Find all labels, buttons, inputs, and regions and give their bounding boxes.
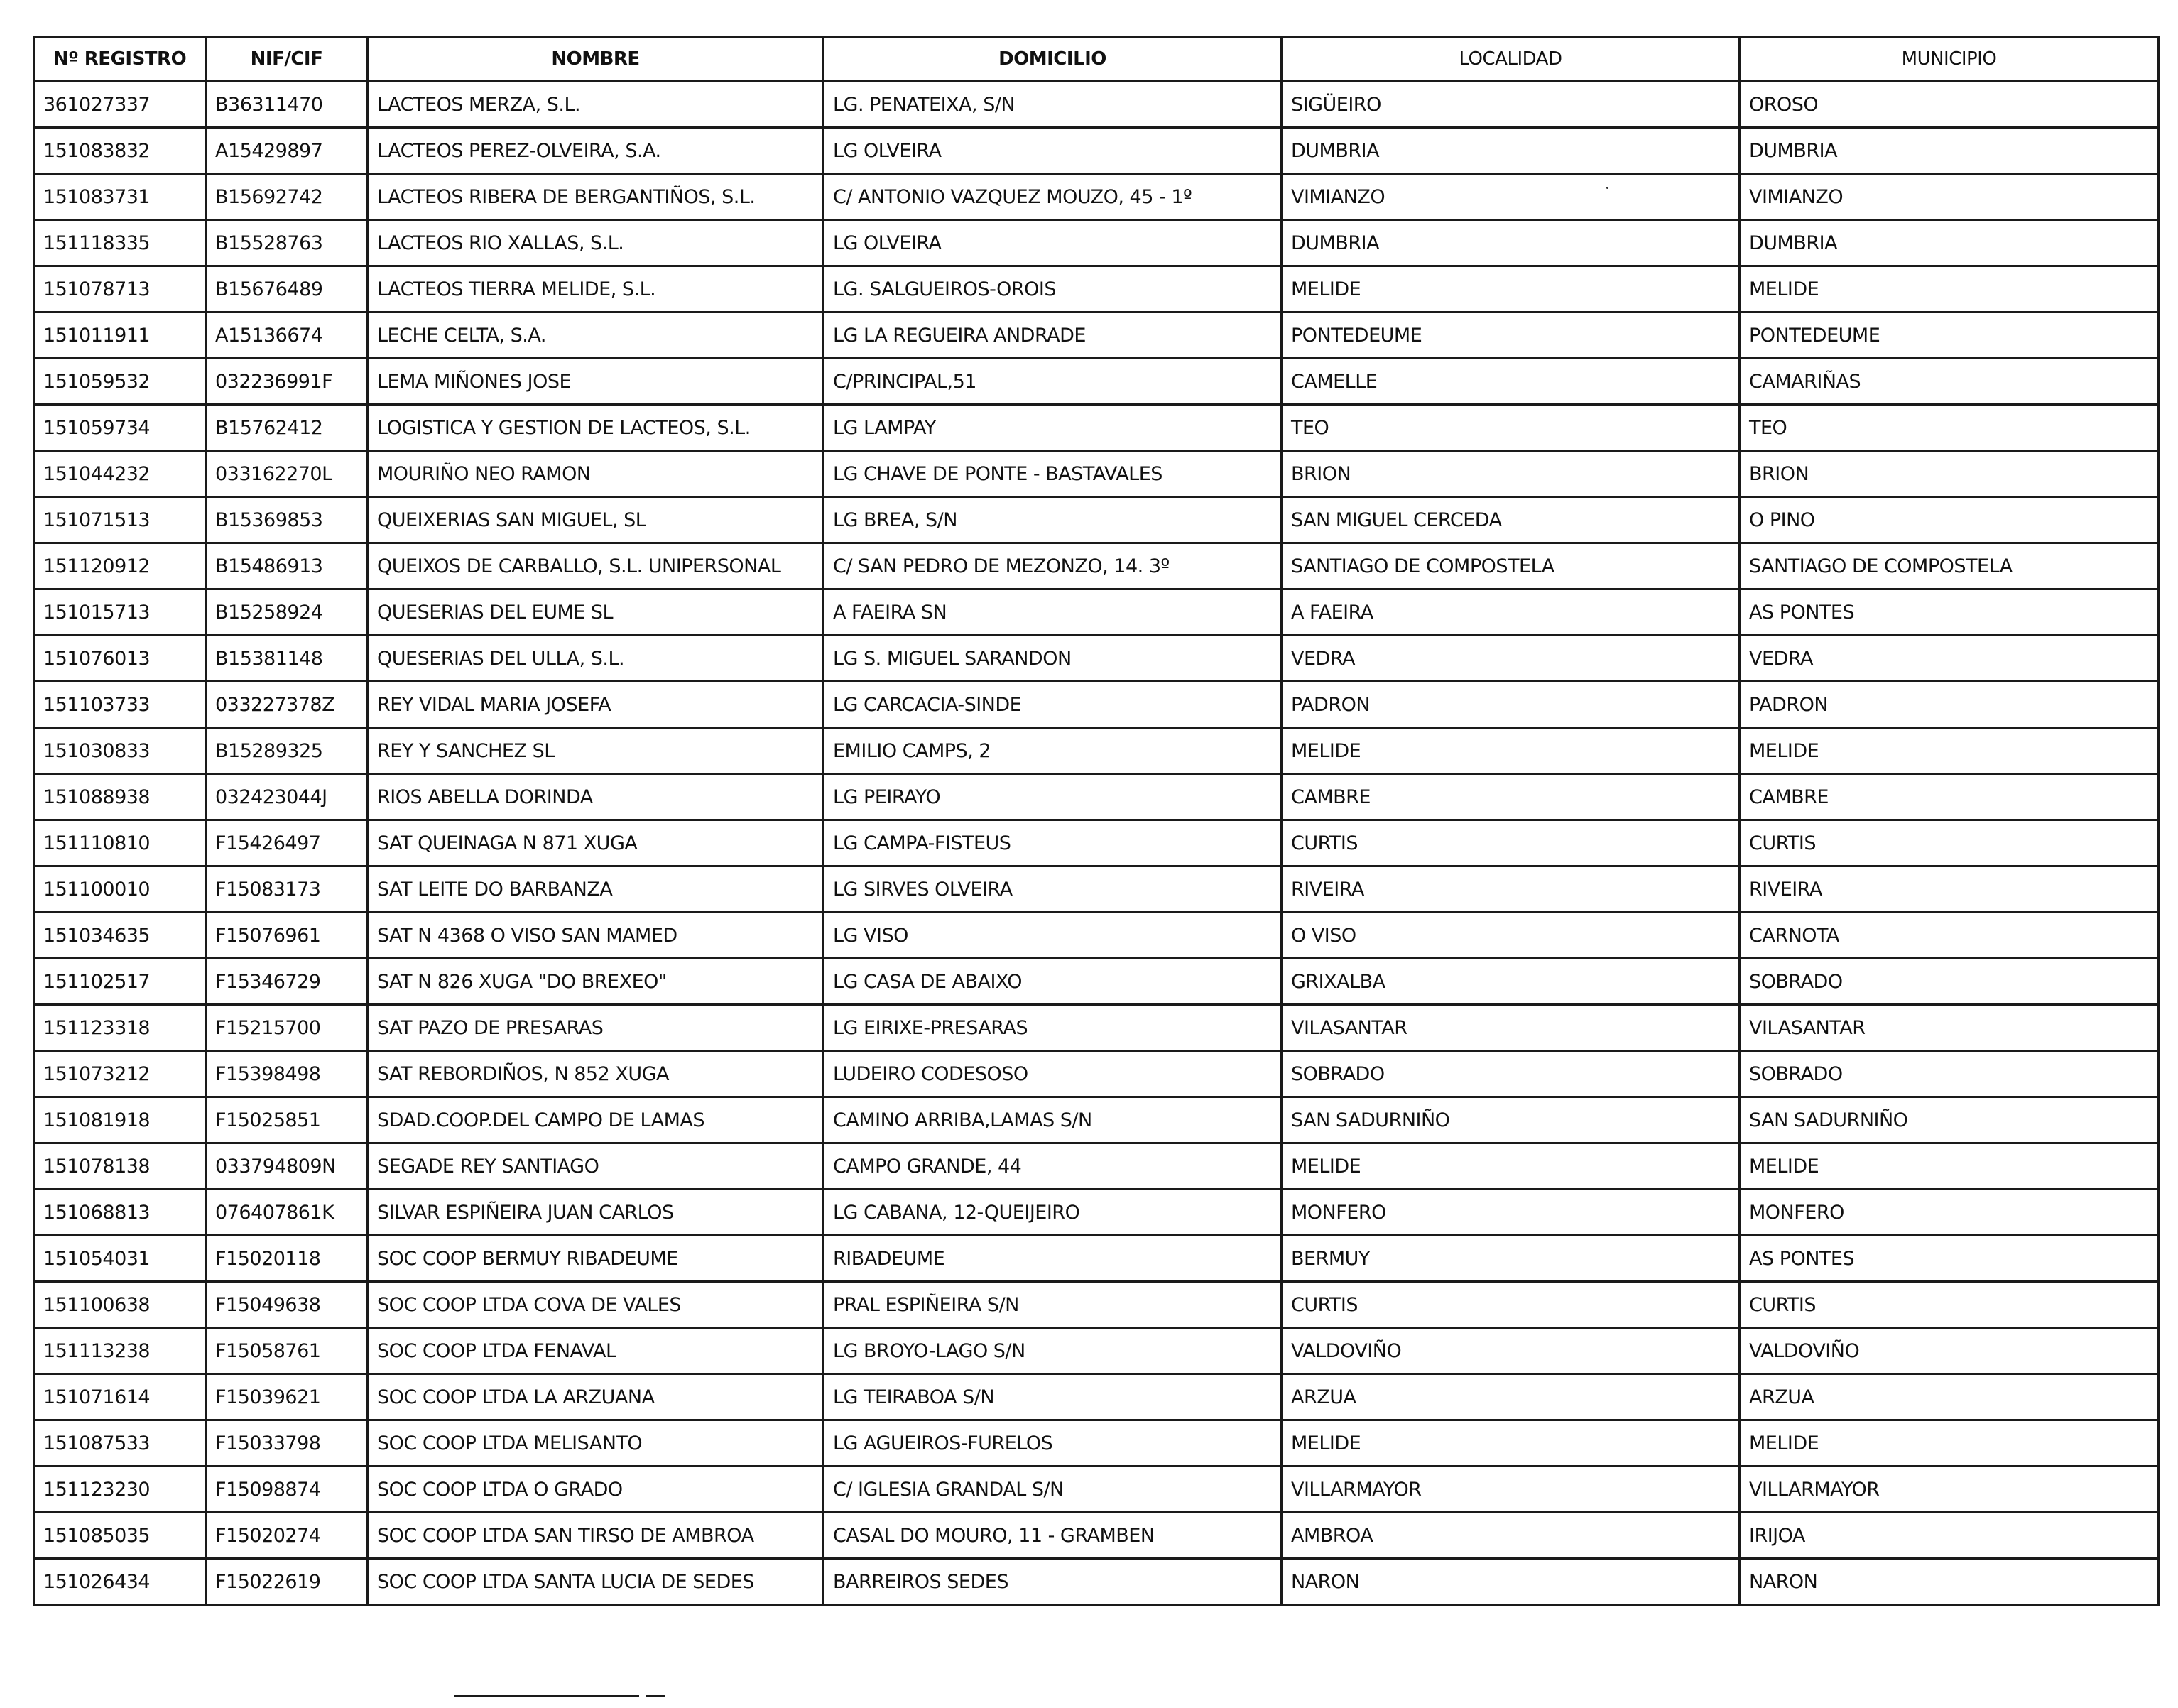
cell-localidad: DUMBRIA xyxy=(1282,220,1740,266)
cell-domicilio: LG OLVEIRA xyxy=(824,220,1282,266)
cell-nombre: LACTEOS TIERRA MELIDE, S.L. xyxy=(368,266,824,312)
cell-nombre: RIOS ABELLA DORINDA xyxy=(368,774,824,820)
cell-registro: 361027337 xyxy=(34,82,206,128)
table-row xyxy=(34,266,2159,312)
cell-nombre: QUEIXERIAS SAN MIGUEL, SL xyxy=(368,497,824,543)
cell-nombre: SAT N 4368 O VISO SAN MAMED xyxy=(368,913,824,959)
cell-nif: F15058761 xyxy=(206,1328,368,1374)
cell-registro: 151102517 xyxy=(34,959,206,1005)
cell-municipio: PONTEDEUME xyxy=(1740,312,2159,359)
cell-municipio: MONFERO xyxy=(1740,1190,2159,1236)
registry-table xyxy=(33,36,2160,1606)
cell-localidad: AMBROA xyxy=(1282,1513,1740,1559)
cell-registro: 151015713 xyxy=(34,589,206,636)
header-nif: NIF/CIF xyxy=(206,37,368,82)
table-row xyxy=(34,359,2159,405)
cell-nif: F15022619 xyxy=(206,1559,368,1605)
cell-nombre: LACTEOS RIBERA DE BERGANTIÑOS, S.L. xyxy=(368,174,824,220)
cell-localidad: CURTIS xyxy=(1282,1282,1740,1328)
cell-nombre: LACTEOS PEREZ-OLVEIRA, S.A. xyxy=(368,128,824,174)
header-municipio: MUNICIPIO xyxy=(1740,37,2159,82)
cell-domicilio: LG CHAVE DE PONTE - BASTAVALES xyxy=(824,451,1282,497)
cell-registro: 151078713 xyxy=(34,266,206,312)
cell-nombre: LACTEOS MERZA, S.L. xyxy=(368,82,824,128)
cell-nombre: SOC COOP BERMUY RIBADEUME xyxy=(368,1236,824,1282)
cell-localidad: RIVEIRA xyxy=(1282,866,1740,913)
table-row xyxy=(34,1143,2159,1190)
cell-localidad: DUMBRIA xyxy=(1282,128,1740,174)
cell-localidad: VILLARMAYOR xyxy=(1282,1467,1740,1513)
cell-registro: 151081918 xyxy=(34,1097,206,1143)
cell-nombre: REY Y SANCHEZ SL xyxy=(368,728,824,774)
cell-municipio: CURTIS xyxy=(1740,1282,2159,1328)
cell-municipio: MELIDE xyxy=(1740,1143,2159,1190)
table-row xyxy=(34,128,2159,174)
cell-localidad: SANTIAGO DE COMPOSTELA xyxy=(1282,543,1740,589)
cell-localidad: VILASANTAR xyxy=(1282,1005,1740,1051)
cell-nombre: LACTEOS RIO XALLAS, S.L. xyxy=(368,220,824,266)
cell-nif: B36311470 xyxy=(206,82,368,128)
cell-localidad: NARON xyxy=(1282,1559,1740,1605)
cell-municipio: DUMBRIA xyxy=(1740,220,2159,266)
cell-municipio: PADRON xyxy=(1740,682,2159,728)
table-row xyxy=(34,728,2159,774)
cell-registro: 151083832 xyxy=(34,128,206,174)
cell-nif: F15039621 xyxy=(206,1374,368,1420)
cell-municipio: CAMBRE xyxy=(1740,774,2159,820)
cell-registro: 151034635 xyxy=(34,913,206,959)
table-row xyxy=(34,1005,2159,1051)
cell-registro: 151068813 xyxy=(34,1190,206,1236)
cell-municipio: CURTIS xyxy=(1740,820,2159,866)
cell-registro: 151087533 xyxy=(34,1420,206,1467)
cell-localidad: MELIDE xyxy=(1282,1143,1740,1190)
cell-nif: 032236991F xyxy=(206,359,368,405)
cell-domicilio: LG SIRVES OLVEIRA xyxy=(824,866,1282,913)
cell-nombre: QUESERIAS DEL EUME SL xyxy=(368,589,824,636)
table-row xyxy=(34,1420,2159,1467)
cell-registro: 151118335 xyxy=(34,220,206,266)
table-row xyxy=(34,636,2159,682)
cell-localidad: CAMELLE xyxy=(1282,359,1740,405)
cell-registro: 151085035 xyxy=(34,1513,206,1559)
cell-nombre: SOC COOP LTDA MELISANTO xyxy=(368,1420,824,1467)
cell-nif: B15381148 xyxy=(206,636,368,682)
cell-nombre: SOC COOP LTDA SAN TIRSO DE AMBROA xyxy=(368,1513,824,1559)
cell-municipio: SANTIAGO DE COMPOSTELA xyxy=(1740,543,2159,589)
cell-registro: 151030833 xyxy=(34,728,206,774)
cell-domicilio: CAMINO ARRIBA,LAMAS S/N xyxy=(824,1097,1282,1143)
cell-nif: B15762412 xyxy=(206,405,368,451)
cell-localidad: BERMUY xyxy=(1282,1236,1740,1282)
cell-nif: F15398498 xyxy=(206,1051,368,1097)
cell-municipio: DUMBRIA xyxy=(1740,128,2159,174)
cell-registro: 151073212 xyxy=(34,1051,206,1097)
cell-registro: 151110810 xyxy=(34,820,206,866)
cell-nif: B15486913 xyxy=(206,543,368,589)
cell-nif: B15258924 xyxy=(206,589,368,636)
cell-nif: F15020118 xyxy=(206,1236,368,1282)
cell-domicilio: BARREIROS SEDES xyxy=(824,1559,1282,1605)
cell-registro: 151113238 xyxy=(34,1328,206,1374)
cell-nif: 032423044J xyxy=(206,774,368,820)
cell-nombre: MOURIÑO NEO RAMON xyxy=(368,451,824,497)
cell-domicilio: LG EIRIXE-PRESARAS xyxy=(824,1005,1282,1051)
cell-registro: 151100638 xyxy=(34,1282,206,1328)
table-header xyxy=(34,37,2159,82)
cell-nif: 033227378Z xyxy=(206,682,368,728)
cell-nif: B15676489 xyxy=(206,266,368,312)
cell-localidad: O VISO xyxy=(1282,913,1740,959)
cell-municipio: TEO xyxy=(1740,405,2159,451)
cell-domicilio: CASAL DO MOURO, 11 - GRAMBEN xyxy=(824,1513,1282,1559)
scan-artifact-dash xyxy=(646,1695,665,1697)
cell-registro: 151076013 xyxy=(34,636,206,682)
cell-municipio: SAN SADURNIÑO xyxy=(1740,1097,2159,1143)
cell-registro: 151088938 xyxy=(34,774,206,820)
cell-municipio: VALDOVIÑO xyxy=(1740,1328,2159,1374)
cell-localidad: ARZUA xyxy=(1282,1374,1740,1420)
cell-localidad: A FAEIRA xyxy=(1282,589,1740,636)
cell-municipio: MELIDE xyxy=(1740,1420,2159,1467)
header-registro: Nº REGISTRO xyxy=(34,37,206,82)
table-row xyxy=(34,82,2159,128)
cell-municipio: VILLARMAYOR xyxy=(1740,1467,2159,1513)
cell-nif: F15346729 xyxy=(206,959,368,1005)
cell-nif: F15426497 xyxy=(206,820,368,866)
cell-nombre: SAT PAZO DE PRESARAS xyxy=(368,1005,824,1051)
table-row xyxy=(34,959,2159,1005)
cell-localidad: VEDRA xyxy=(1282,636,1740,682)
cell-localidad: SIGÜEIRO xyxy=(1282,82,1740,128)
table-row xyxy=(34,1374,2159,1420)
cell-domicilio: LG BREA, S/N xyxy=(824,497,1282,543)
cell-localidad: MELIDE xyxy=(1282,266,1740,312)
cell-domicilio: LG VISO xyxy=(824,913,1282,959)
header-nombre: NOMBRE xyxy=(368,37,824,82)
cell-nif: 033162270L xyxy=(206,451,368,497)
table-row xyxy=(34,1190,2159,1236)
cell-municipio: MELIDE xyxy=(1740,266,2159,312)
table-row xyxy=(34,1051,2159,1097)
cell-localidad: MELIDE xyxy=(1282,728,1740,774)
cell-nombre: LEMA MIÑONES JOSE xyxy=(368,359,824,405)
cell-domicilio: LG AGUEIROS-FURELOS xyxy=(824,1420,1282,1467)
cell-nombre: SAT LEITE DO BARBANZA xyxy=(368,866,824,913)
table-body xyxy=(34,82,2159,1605)
cell-municipio: CAMARIÑAS xyxy=(1740,359,2159,405)
table-row xyxy=(34,1559,2159,1605)
cell-nif: 076407861K xyxy=(206,1190,368,1236)
cell-localidad: GRIXALBA xyxy=(1282,959,1740,1005)
table-row xyxy=(34,866,2159,913)
cell-registro: 151123318 xyxy=(34,1005,206,1051)
cell-registro: 151054031 xyxy=(34,1236,206,1282)
cell-localidad: CAMBRE xyxy=(1282,774,1740,820)
cell-domicilio: LG PEIRAYO xyxy=(824,774,1282,820)
table-row xyxy=(34,312,2159,359)
cell-nombre: SOC COOP LTDA SANTA LUCIA DE SEDES xyxy=(368,1559,824,1605)
cell-localidad: MONFERO xyxy=(1282,1190,1740,1236)
cell-municipio: OROSO xyxy=(1740,82,2159,128)
cell-nombre: SOC COOP LTDA O GRADO xyxy=(368,1467,824,1513)
cell-domicilio: LG CAMPA-FISTEUS xyxy=(824,820,1282,866)
cell-municipio: RIVEIRA xyxy=(1740,866,2159,913)
cell-nif: F15083173 xyxy=(206,866,368,913)
cell-municipio: VIMIANZO xyxy=(1740,174,2159,220)
cell-registro: 151078138 xyxy=(34,1143,206,1190)
table-row xyxy=(34,1282,2159,1328)
table-row xyxy=(34,220,2159,266)
cell-localidad: SAN MIGUEL CERCEDA xyxy=(1282,497,1740,543)
cell-municipio: IRIJOA xyxy=(1740,1513,2159,1559)
cell-municipio: SOBRADO xyxy=(1740,959,2159,1005)
cell-domicilio: EMILIO CAMPS, 2 xyxy=(824,728,1282,774)
cell-domicilio: C/PRINCIPAL,51 xyxy=(824,359,1282,405)
cell-domicilio: LG BROYO-LAGO S/N xyxy=(824,1328,1282,1374)
cell-localidad: MELIDE xyxy=(1282,1420,1740,1467)
cell-municipio: AS PONTES xyxy=(1740,1236,2159,1282)
cell-localidad: VALDOVIÑO xyxy=(1282,1328,1740,1374)
cell-localidad: SAN SADURNIÑO xyxy=(1282,1097,1740,1143)
cell-domicilio: C/ SAN PEDRO DE MEZONZO, 14. 3º xyxy=(824,543,1282,589)
cell-registro: 151123230 xyxy=(34,1467,206,1513)
cell-registro: 151071614 xyxy=(34,1374,206,1420)
cell-nombre: SOC COOP LTDA COVA DE VALES xyxy=(368,1282,824,1328)
cell-nif: A15136674 xyxy=(206,312,368,359)
cell-registro: 151083731 xyxy=(34,174,206,220)
cell-nombre: SAT N 826 XUGA "DO BREXEO" xyxy=(368,959,824,1005)
cell-nombre: QUEIXOS DE CARBALLO, S.L. UNIPERSONAL xyxy=(368,543,824,589)
cell-municipio: SOBRADO xyxy=(1740,1051,2159,1097)
cell-domicilio: LG. PENATEIXA, S/N xyxy=(824,82,1282,128)
cell-registro: 151120912 xyxy=(34,543,206,589)
table-row xyxy=(34,1513,2159,1559)
cell-nombre: REY VIDAL MARIA JOSEFA xyxy=(368,682,824,728)
cell-domicilio: LG CARCACIA-SINDE xyxy=(824,682,1282,728)
cell-nif: F15033798 xyxy=(206,1420,368,1467)
cell-domicilio: C/ ANTONIO VAZQUEZ MOUZO, 45 - 1º xyxy=(824,174,1282,220)
cell-domicilio: RIBADEUME xyxy=(824,1236,1282,1282)
cell-domicilio: LG LA REGUEIRA ANDRADE xyxy=(824,312,1282,359)
cell-localidad: PADRON xyxy=(1282,682,1740,728)
cell-domicilio: C/ IGLESIA GRANDAL S/N xyxy=(824,1467,1282,1513)
cell-registro: 151059532 xyxy=(34,359,206,405)
cell-nombre: SAT QUEINAGA N 871 XUGA xyxy=(368,820,824,866)
cell-registro: 151059734 xyxy=(34,405,206,451)
cell-nif: F15020274 xyxy=(206,1513,368,1559)
cell-nif: A15429897 xyxy=(206,128,368,174)
cell-nif: F15049638 xyxy=(206,1282,368,1328)
cell-municipio: O PINO xyxy=(1740,497,2159,543)
cell-nif: F15215700 xyxy=(206,1005,368,1051)
cell-domicilio: LG CASA DE ABAIXO xyxy=(824,959,1282,1005)
cell-registro: 151100010 xyxy=(34,866,206,913)
cell-localidad: SOBRADO xyxy=(1282,1051,1740,1097)
cell-localidad: VIMIANZO xyxy=(1282,174,1740,220)
cell-nombre: SAT REBORDIÑOS, N 852 XUGA xyxy=(368,1051,824,1097)
cell-nombre: LOGISTICA Y GESTION DE LACTEOS, S.L. xyxy=(368,405,824,451)
header-localidad: LOCALIDAD xyxy=(1282,37,1740,82)
cell-nombre: SEGADE REY SANTIAGO xyxy=(368,1143,824,1190)
cell-nombre: LECHE CELTA, S.A. xyxy=(368,312,824,359)
table-row xyxy=(34,682,2159,728)
header-row xyxy=(34,37,2159,82)
table-row xyxy=(34,1097,2159,1143)
cell-nif: F15098874 xyxy=(206,1467,368,1513)
table-row xyxy=(34,589,2159,636)
table-row xyxy=(34,405,2159,451)
cell-registro: 151026434 xyxy=(34,1559,206,1605)
table-row xyxy=(34,1328,2159,1374)
scan-speck xyxy=(1606,187,1608,189)
cell-localidad: CURTIS xyxy=(1282,820,1740,866)
cell-domicilio: PRAL ESPIÑEIRA S/N xyxy=(824,1282,1282,1328)
cell-nif: B15289325 xyxy=(206,728,368,774)
table-row xyxy=(34,174,2159,220)
cell-nif: B15369853 xyxy=(206,497,368,543)
cell-nombre: SOC COOP LTDA FENAVAL xyxy=(368,1328,824,1374)
table-row xyxy=(34,543,2159,589)
table-row xyxy=(34,820,2159,866)
table-row xyxy=(34,497,2159,543)
cell-municipio: BRION xyxy=(1740,451,2159,497)
cell-municipio: VEDRA xyxy=(1740,636,2159,682)
cell-domicilio: LG. SALGUEIROS-OROIS xyxy=(824,266,1282,312)
cell-registro: 151103733 xyxy=(34,682,206,728)
cell-localidad: TEO xyxy=(1282,405,1740,451)
cell-nombre: SOC COOP LTDA LA ARZUANA xyxy=(368,1374,824,1420)
cell-nombre: QUESERIAS DEL ULLA, S.L. xyxy=(368,636,824,682)
cell-domicilio: LG S. MIGUEL SARANDON xyxy=(824,636,1282,682)
cell-domicilio: CAMPO GRANDE, 44 xyxy=(824,1143,1282,1190)
cell-registro: 151071513 xyxy=(34,497,206,543)
scan-artifact-line xyxy=(454,1695,639,1697)
cell-nif: F15076961 xyxy=(206,913,368,959)
cell-domicilio: LG LAMPAY xyxy=(824,405,1282,451)
cell-municipio: VILASANTAR xyxy=(1740,1005,2159,1051)
cell-nif: 033794809N xyxy=(206,1143,368,1190)
cell-nif: B15528763 xyxy=(206,220,368,266)
table-row xyxy=(34,451,2159,497)
cell-municipio: NARON xyxy=(1740,1559,2159,1605)
cell-localidad: BRION xyxy=(1282,451,1740,497)
cell-domicilio: LG CABANA, 12-QUEIJEIRO xyxy=(824,1190,1282,1236)
cell-localidad: PONTEDEUME xyxy=(1282,312,1740,359)
table-row xyxy=(34,913,2159,959)
cell-nif: F15025851 xyxy=(206,1097,368,1143)
cell-domicilio: A FAEIRA SN xyxy=(824,589,1282,636)
cell-municipio: MELIDE xyxy=(1740,728,2159,774)
cell-domicilio: LG OLVEIRA xyxy=(824,128,1282,174)
cell-nombre: SDAD.COOP.DEL CAMPO DE LAMAS xyxy=(368,1097,824,1143)
table-row xyxy=(34,1467,2159,1513)
header-domicilio: DOMICILIO xyxy=(824,37,1282,82)
cell-domicilio: LUDEIRO CODESOSO xyxy=(824,1051,1282,1097)
cell-nif: B15692742 xyxy=(206,174,368,220)
cell-registro: 151044232 xyxy=(34,451,206,497)
cell-municipio: ARZUA xyxy=(1740,1374,2159,1420)
cell-registro: 151011911 xyxy=(34,312,206,359)
cell-nombre: SILVAR ESPIÑEIRA JUAN CARLOS xyxy=(368,1190,824,1236)
cell-municipio: AS PONTES xyxy=(1740,589,2159,636)
cell-municipio: CARNOTA xyxy=(1740,913,2159,959)
table-row xyxy=(34,774,2159,820)
table-row xyxy=(34,1236,2159,1282)
cell-domicilio: LG TEIRABOA S/N xyxy=(824,1374,1282,1420)
